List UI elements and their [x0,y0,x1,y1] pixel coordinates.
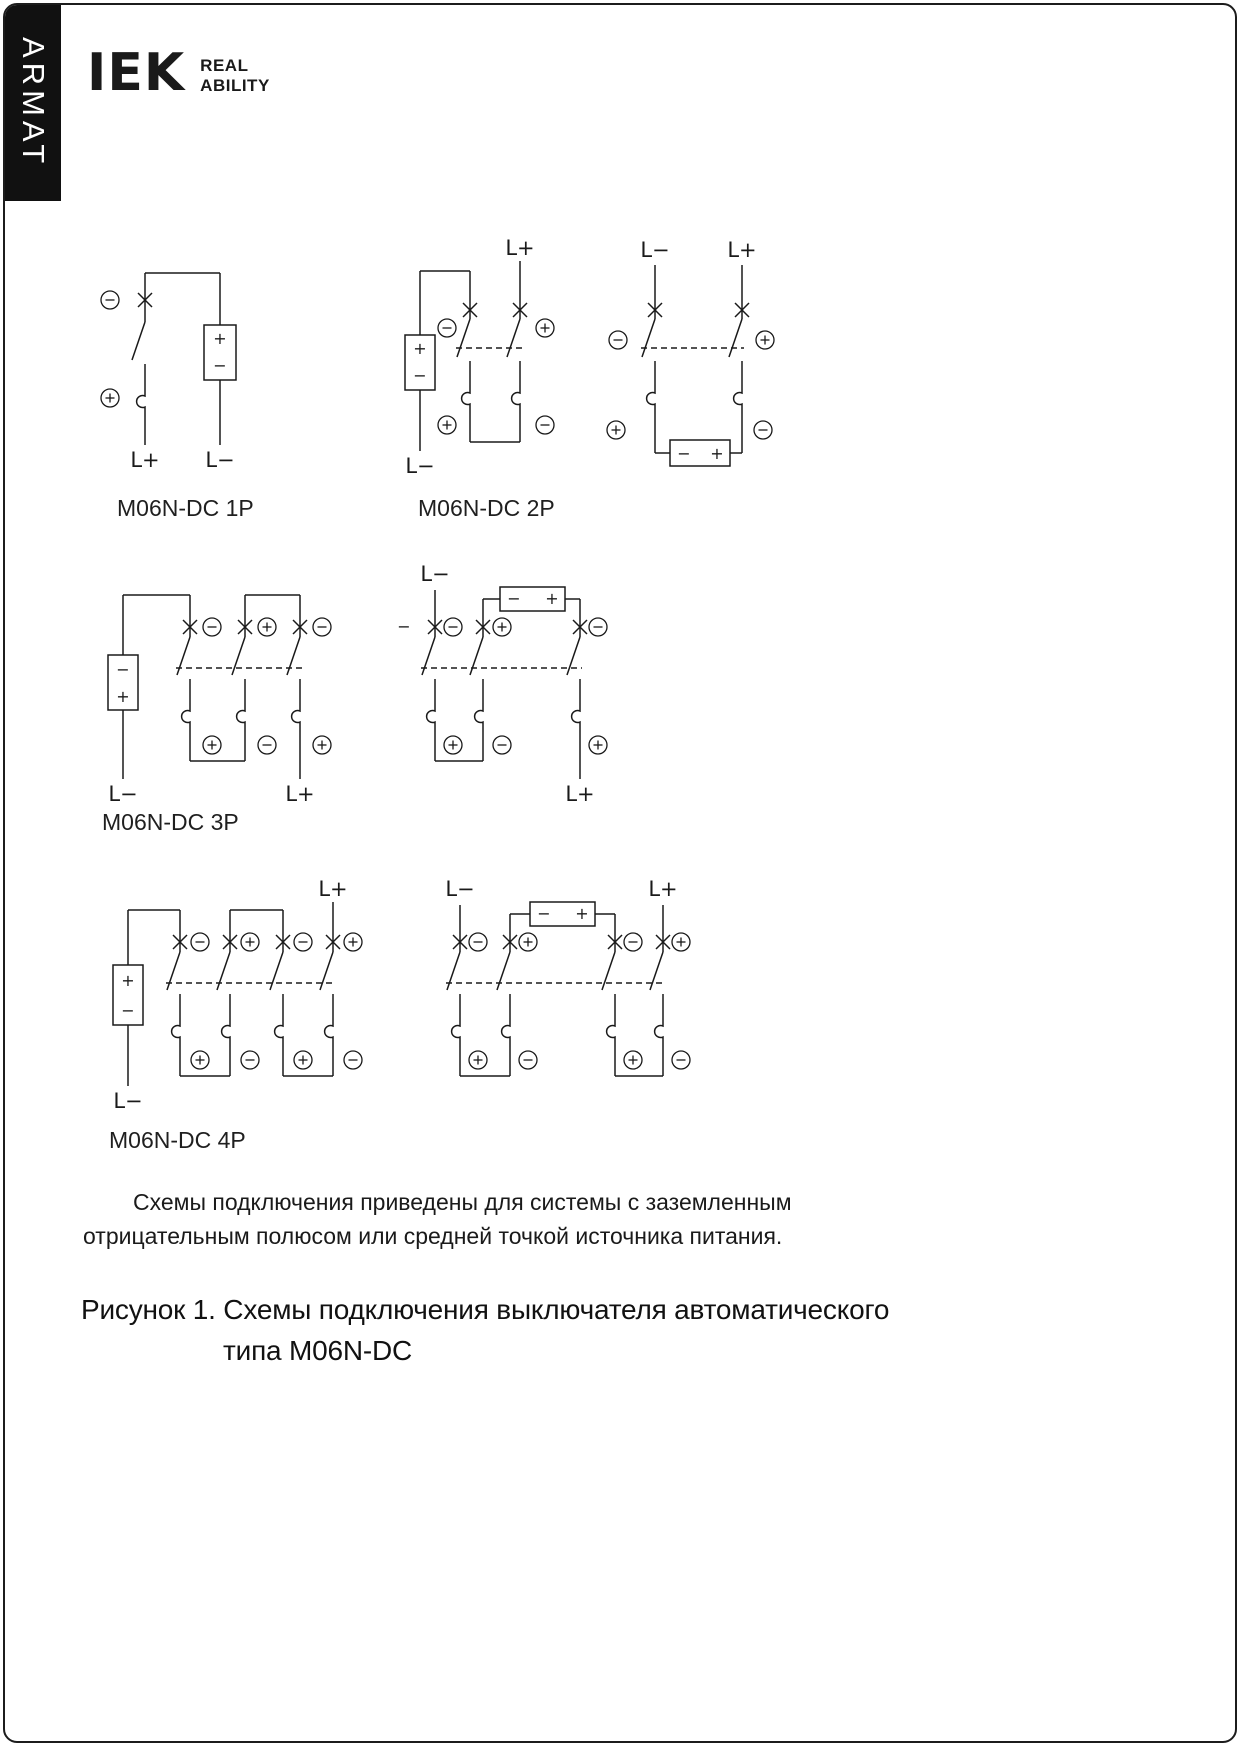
source-polarity-sign: + [710,444,724,463]
annotation-text: − [397,617,411,636]
switch-blade [167,952,180,990]
switch-blade [270,952,283,990]
caption-m06n-dc-3p: M06N-DC 3P [102,809,239,835]
dc-source-box [405,335,435,390]
line-terminal-label: L− [205,448,235,472]
thermal-overload-element [647,385,655,414]
plus-polarity-marker [756,331,774,349]
brand-vertical-text: ARMAT [16,37,51,169]
plus-polarity-marker [438,416,456,434]
source-polarity-sign: + [213,329,227,348]
minus-polarity-marker [241,1051,259,1069]
dc-source-box [500,587,565,611]
source-polarity-sign: − [677,444,691,463]
switch-blade [497,952,510,990]
line-terminal-label: L− [113,1089,143,1113]
source-polarity-sign: + [575,904,589,923]
diagram-m06n-dc-2p-left [390,227,580,489]
line-terminal-label: L+ [285,782,315,806]
diagram-m06n-dc-4p-right [430,877,700,1122]
minus-polarity-marker [493,736,511,754]
iek-tagline-line1: REAL [200,56,249,75]
switch-blade [642,319,655,357]
line-terminal-label: L+ [318,877,348,901]
plus-polarity-marker [589,736,607,754]
plus-polarity-marker [469,1051,487,1069]
switch-blade [132,322,145,360]
dc-source-box [204,325,236,380]
thermal-overload-element [325,1018,333,1047]
dc-source-box [113,965,143,1025]
plus-polarity-marker [101,389,119,407]
plus-polarity-marker [191,1051,209,1069]
plus-polarity-marker [241,933,259,951]
caption-m06n-dc-2p: M06N-DC 2P [418,495,555,521]
line-terminal-label: L+ [565,782,595,806]
diagram-m06n-dc-1p [80,227,320,482]
line-terminal-label: L+ [727,238,757,262]
plus-polarity-marker [519,933,537,951]
minus-polarity-marker [203,618,221,636]
thermal-overload-element [222,1018,230,1047]
line-terminal-label: L− [640,238,670,262]
minus-polarity-marker [101,291,119,309]
plus-polarity-marker [444,736,462,754]
line-terminal-label: L+ [130,448,160,472]
line-terminal-label: L− [108,782,138,806]
figure-caption-line2: типа M06N-DC [223,1335,413,1366]
switch-blade [217,952,230,990]
thermal-overload-element [452,1018,460,1047]
minus-polarity-marker [258,736,276,754]
thermal-overload-element [292,703,300,732]
switch-blade [729,319,742,357]
source-polarity-sign: + [121,971,135,990]
source-polarity-sign: − [121,1001,135,1020]
minus-polarity-marker [438,319,456,337]
thermal-overload-element [475,703,483,732]
thermal-overload-element [182,703,190,732]
plus-polarity-marker [624,1051,642,1069]
iek-tagline-line2: ABILITY [200,75,270,95]
iek-logo [87,43,270,103]
plus-polarity-marker [672,933,690,951]
line-terminal-label: L− [445,877,475,901]
switch-blade [470,637,483,675]
armat-brand-bar [5,5,61,201]
dc-source-box [530,902,595,926]
figure-caption-line1: Рисунок 1. Схемы подключения выключателя автоматического [81,1294,890,1325]
plus-polarity-marker [258,618,276,636]
diagram-m06n-dc-4p-left [95,877,380,1122]
plus-polarity-marker [344,933,362,951]
minus-polarity-marker [444,618,462,636]
minus-polarity-marker [344,1051,362,1069]
plus-polarity-marker [203,736,221,754]
dc-source-box [670,440,730,466]
source-polarity-sign: − [413,366,427,385]
source-polarity-sign: + [545,589,559,608]
thermal-overload-element [734,385,742,414]
document-page [3,3,1237,1743]
minus-polarity-marker [672,1051,690,1069]
thermal-overload-element [512,385,520,414]
switch-blade [447,952,460,990]
switch-blade [422,637,435,675]
minus-polarity-marker [536,416,554,434]
iek-logo-text: IEK [87,43,186,103]
diagram-m06n-dc-2p-right [605,227,810,495]
minus-polarity-marker [754,421,772,439]
diagram-m06n-dc-3p-left [95,565,345,813]
thermal-overload-element [572,703,580,732]
switch-blade [287,637,300,675]
minus-polarity-marker [294,933,312,951]
caption-m06n-dc-4p: M06N-DC 4P [109,1127,246,1153]
source-polarity-sign: − [116,660,130,679]
minus-polarity-marker [519,1051,537,1069]
line-terminal-label: L+ [648,877,678,901]
plus-polarity-marker [294,1051,312,1069]
source-polarity-sign: − [507,589,521,608]
switch-blade [320,952,333,990]
source-polarity-sign: + [116,687,130,706]
thermal-overload-element [607,1018,615,1047]
plus-polarity-marker [313,736,331,754]
note-line-2: отрицательным полюсом или средней точкой источника питания. [83,1223,783,1249]
dc-source-box [108,655,138,710]
thermal-overload-element [655,1018,663,1047]
switch-blade [567,637,580,675]
minus-polarity-marker [313,618,331,636]
figure-caption [81,1289,889,1371]
switch-blade [507,319,520,357]
thermal-overload-element [462,385,470,414]
thermal-overload-element [137,388,145,417]
line-terminal-label: L− [420,562,450,586]
plus-polarity-marker [607,421,625,439]
thermal-overload-element [427,703,435,732]
source-polarity-sign: − [537,904,551,923]
note-line-1: Схемы подключения приведены для системы с заземленным [133,1189,792,1215]
thermal-overload-element [172,1018,180,1047]
source-polarity-sign: − [213,356,227,375]
plus-polarity-marker [493,618,511,636]
switch-blade [177,637,190,675]
note-paragraph [83,1185,883,1253]
switch-blade [602,952,615,990]
minus-polarity-marker [624,933,642,951]
iek-logo-tagline [200,56,270,95]
diagram-m06n-dc-3p-right [395,562,630,813]
line-terminal-label: L+ [505,236,535,260]
minus-polarity-marker [609,331,627,349]
switch-blade [232,637,245,675]
minus-polarity-marker [589,618,607,636]
line-terminal-label: L− [405,454,435,478]
source-polarity-sign: + [413,339,427,358]
switch-blade [650,952,663,990]
caption-m06n-dc-1p: M06N-DC 1P [117,495,254,521]
minus-polarity-marker [191,933,209,951]
thermal-overload-element [502,1018,510,1047]
plus-polarity-marker [536,319,554,337]
thermal-overload-element [237,703,245,732]
minus-polarity-marker [469,933,487,951]
switch-blade [457,319,470,357]
thermal-overload-element [275,1018,283,1047]
